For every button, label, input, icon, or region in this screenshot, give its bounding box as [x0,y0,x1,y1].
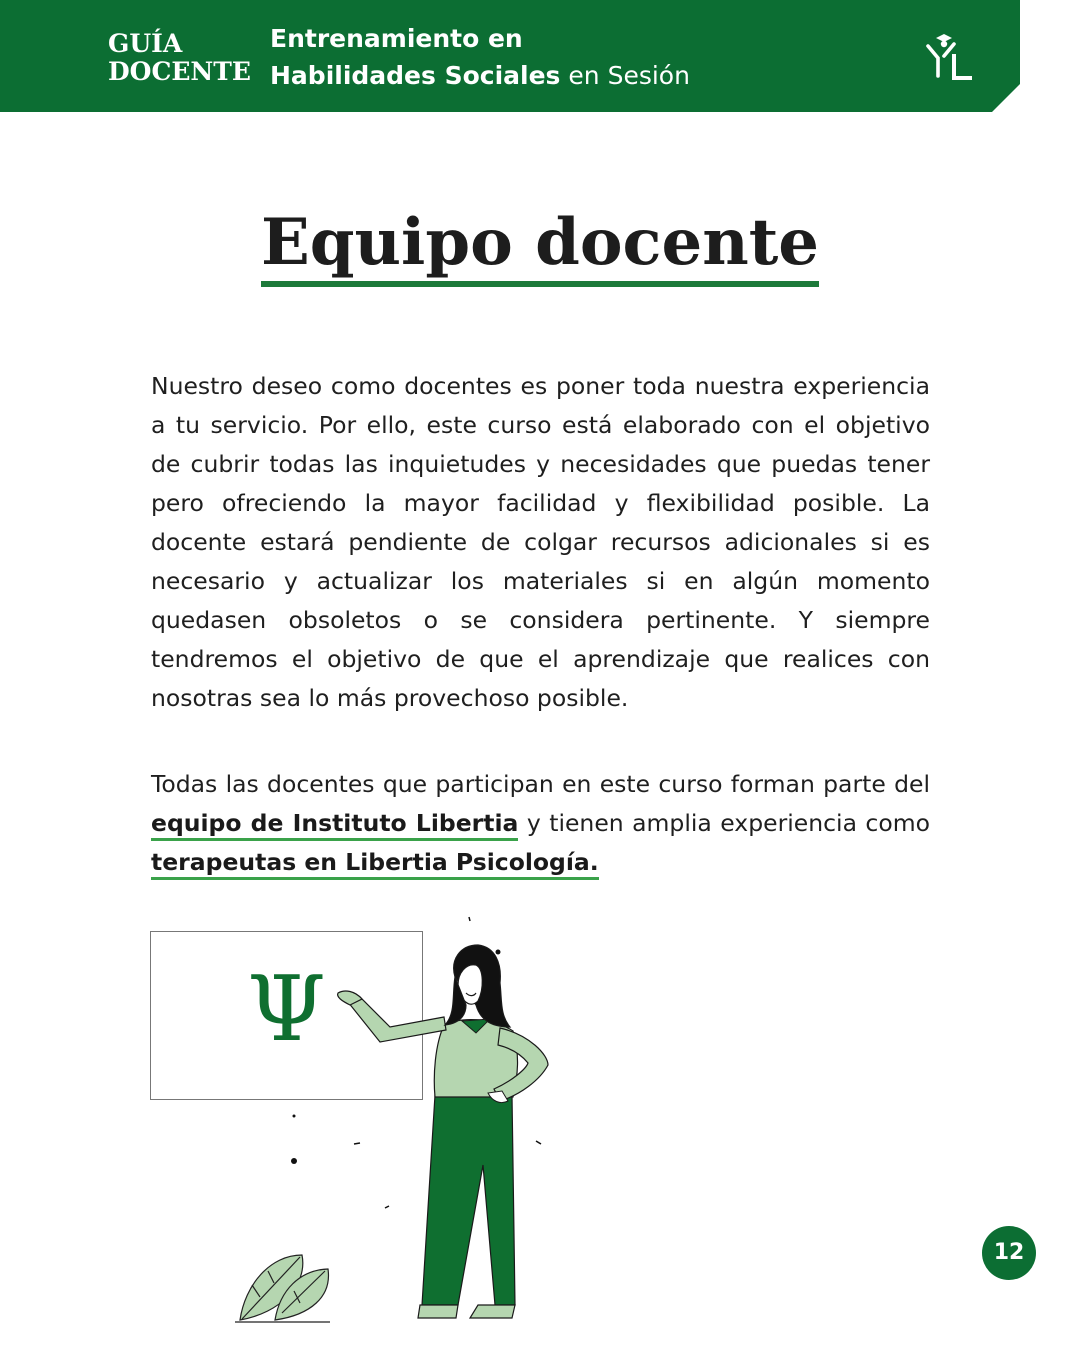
instituto-libertia-link[interactable]: equipo de Instituto Libertia [151,809,518,841]
course-title-line1: Entrenamiento en [270,24,523,53]
team-paragraph-part1: Todas las docentes que participan en este curso forman parte del [151,770,930,798]
guide-label-line2: DOCENTE [108,57,251,86]
course-title-bold: Habilidades Sociales [270,61,561,90]
teacher-presenting-illustration [230,905,560,1330]
teacher-legs [418,1095,515,1318]
intro-paragraph: Nuestro deseo como docentes es poner toda nuestra experiencia a tu servicio. Por ello, este curso está elaborado con el objetivo de cubrir todas las inquietudes y necesidades que puedas tener pero ofreciendo la mayor facilidad y flexibilidad posible. La docente estará pendiente de colgar recursos adicionales si es necesario y actualizar los materiales si en algún momento quedasen obsoletos o se considera pertinente. Y siempre tendremos el objetivo de que el aprendizaje que realices con nosotras sea lo más provechoso posible. [151,372,930,712]
libertia-psicologia-link[interactable]: terapeutas en Libertia Psicología. [151,848,599,880]
team-paragraph-part2: y tienen amplia experiencia como [518,809,930,837]
page-number: 12 [982,1226,1036,1280]
plant-icon [235,1255,330,1322]
team-paragraph [151,765,930,882]
psi-symbol: Ψ [247,957,326,1062]
instituto-libertia-logo-icon [924,32,974,82]
course-title-rest: en Sesión [560,61,690,90]
teacher-head [445,945,510,1027]
page-title-wrapper [0,205,1080,287]
page-title: Equipo docente [261,205,819,287]
teacher-torso [338,991,548,1101]
course-title [270,20,690,94]
guide-label-line1: GUÍA [108,29,183,58]
guide-label [108,30,251,86]
